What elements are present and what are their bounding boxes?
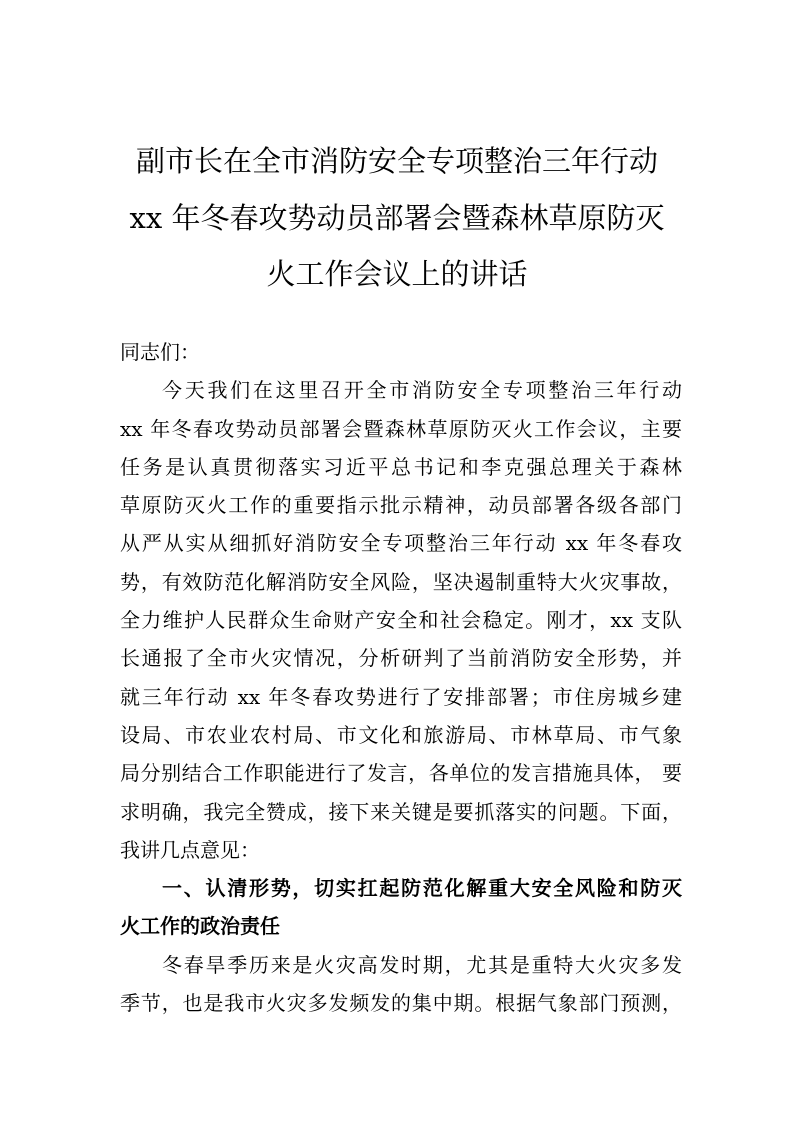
text-line: 就三年行动 xx 年冬春攻势进行了安排部署；市住房城乡建 <box>120 684 682 709</box>
paragraph-section-1 <box>120 946 682 1023</box>
document-title <box>100 133 694 303</box>
text-line: 今天我们在这里召开全市消防安全专项整治三年行动 <box>162 378 682 403</box>
document-body <box>120 333 682 1022</box>
text-line: 任务是认真贯彻落实习近平总书记和李克强总理关于森林 <box>120 454 682 479</box>
text-line: 全力维护人民群众生命财产安全和社会稳定。刚才，xx 支队 <box>120 608 682 633</box>
text-line: 冬春旱季历来是火灾高发时期，尤其是重特大火灾多发 <box>162 952 682 977</box>
text-line: 草原防灭火工作的重要指示批示精神，动员部署各级各部门 <box>120 493 682 518</box>
text-line: 局分别结合工作职能进行了发言，各单位的发言措施具体， 要 <box>120 761 682 786</box>
heading-line: 一、认清形势，切实扛起防范化解重大安全风险和防灭 <box>162 876 682 901</box>
salutation: 同志们： <box>120 340 200 364</box>
text-line: 长通报了全市火灾情况，分析研判了当前消防安全形势，并 <box>120 646 682 671</box>
title-line: 火工作会议上的讲话 <box>266 257 528 291</box>
text-line: 季节，也是我市火灾多发频发的集中期。根据气象部门预测， <box>120 991 682 1016</box>
heading-line: 火工作的政治责任 <box>120 914 280 939</box>
text-line: 势，有效防范化解消防安全风险，坚决遏制重特大火灾事故， <box>120 569 682 594</box>
text-line: xx 年冬春攻势动员部署会暨森林草原防灭火工作会议，主要 <box>120 416 682 441</box>
section-heading-1 <box>120 869 682 946</box>
text-line: 我讲几点意见： <box>120 837 260 862</box>
text-line: 从严从实从细抓好消防安全专项整治三年行动 xx 年冬春攻 <box>120 531 682 556</box>
text-line: 求明确，我完全赞成，接下来关键是要抓落实的问题。下面， <box>120 799 682 824</box>
title-line: 副市长在全市消防安全专项整治三年行动 <box>135 144 658 178</box>
text-line: 设局、市农业农村局、市文化和旅游局、市林草局、市气象 <box>120 722 682 747</box>
paragraph-intro <box>120 371 682 869</box>
title-line: xx 年冬春攻势动员部署会暨森林草原防灭 <box>129 200 665 235</box>
